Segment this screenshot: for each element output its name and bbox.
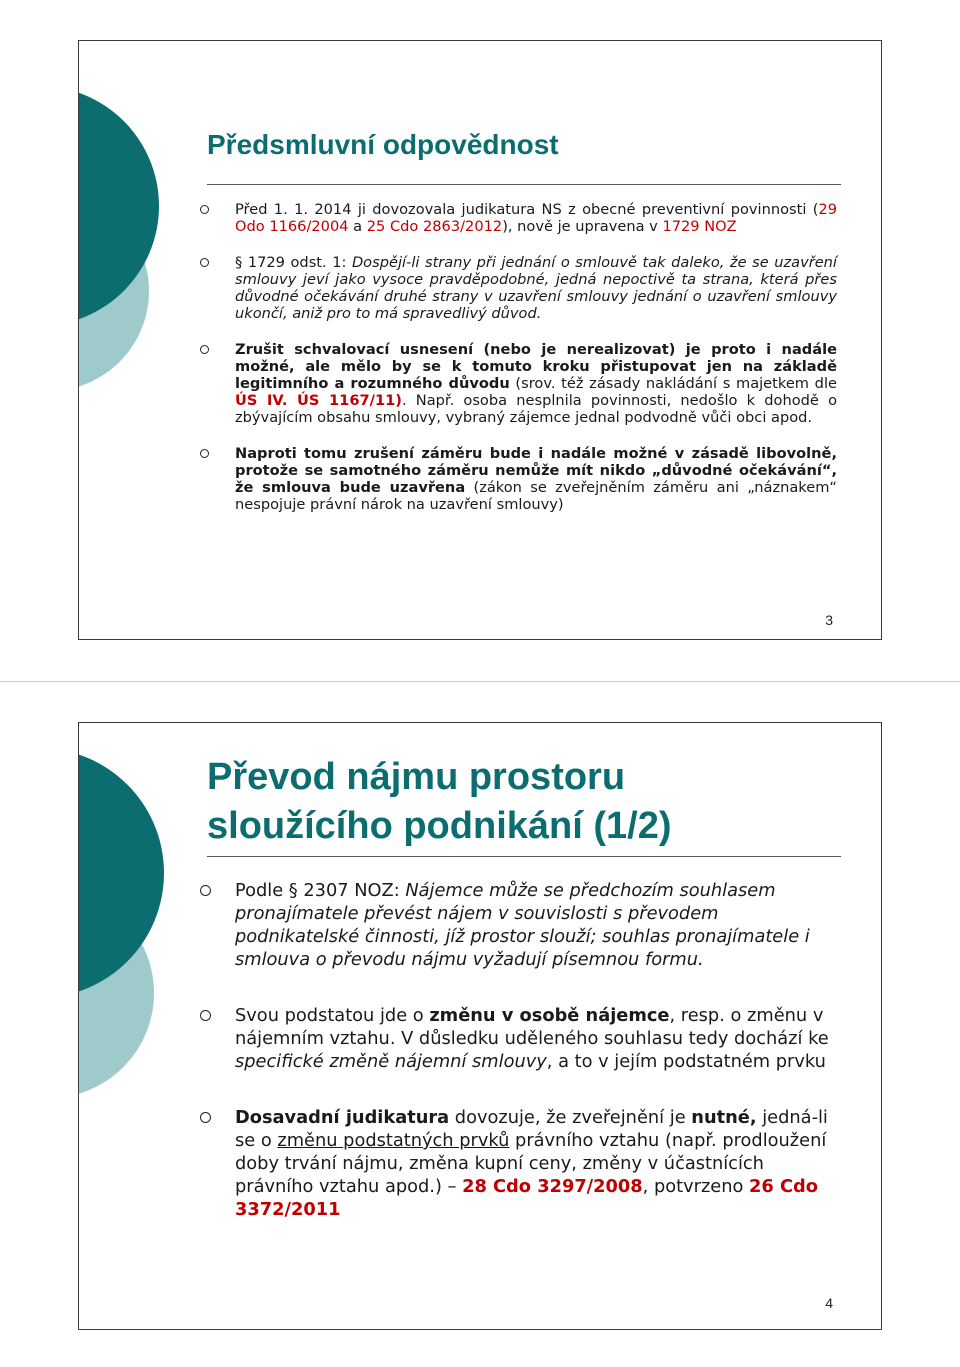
list-item xyxy=(193,879,835,971)
list-item xyxy=(193,1004,835,1073)
text: Svou podstatou jde o xyxy=(235,1005,430,1026)
slide-title: Převod nájmu prostoru sloužícího podnikání (1/2) xyxy=(207,756,672,847)
case-ref: 26 Cdo 3372/2011 xyxy=(235,1176,818,1220)
deco-circle-dark xyxy=(78,86,159,326)
title-rule xyxy=(207,856,841,857)
deco-circle-dark xyxy=(78,748,164,998)
text: . Např. osoba nesplnila povinnosti, nedošlo k dohodě o zbývajícím obsahu smlouvy, vybraný zájemce jednal podvodně vůči obci apod. xyxy=(235,392,838,426)
bullet-icon xyxy=(200,205,209,214)
text: ), nově je upravena v xyxy=(502,218,663,235)
bullet-list xyxy=(193,201,837,532)
bullet-icon xyxy=(200,885,211,896)
case-ref: 28 Cdo 3297/2008 xyxy=(462,1176,643,1197)
bold-text: Dosavadní judikatura xyxy=(235,1107,450,1128)
case-ref: 29 Odo 1166/2004 xyxy=(235,201,837,235)
bold-text: změnu v osobě nájemce xyxy=(429,1005,670,1026)
bold-text: Naproti tomu zrušení záměru bude i nadále možné v zásadě libovolně, protože se samotného záměru nemůže mít nikdo „důvodné očekávání“, že smlouva bude uzavřena xyxy=(235,445,837,496)
underlined-text: změnu podstatných prvků xyxy=(277,1130,510,1151)
law-ref: 1729 NOZ xyxy=(662,218,737,235)
case-ref: ÚS IV. ÚS 1167/11) xyxy=(235,392,402,409)
text: , a to v jejím podstatném prvku xyxy=(546,1051,826,1072)
text: § 1729 odst. 1: xyxy=(235,254,352,271)
text: a xyxy=(348,218,367,235)
text: , potvrzeno xyxy=(642,1176,750,1197)
bullet-icon xyxy=(200,1112,211,1123)
text: , resp. o změnu v nájemním vztahu. V důsledku uděleného souhlasu tedy dochází ke xyxy=(235,1005,829,1049)
deco-circle-light xyxy=(78,888,154,1098)
bullet-icon xyxy=(200,258,209,267)
text: (srov. též zásady nakládání s majetkem dle xyxy=(509,375,837,392)
text: Před 1. 1. 2014 ji dovozovala judikatura NS z obecné preventivní povinnosti ( xyxy=(235,201,819,218)
bullet-list xyxy=(193,879,835,1254)
bullet-icon xyxy=(200,345,209,354)
slide-3 xyxy=(78,40,882,640)
page-number: 3 xyxy=(825,612,833,628)
bold-text: Zrušit schvalovací usnesení (nebo je nerealizovat) je proto i nadále možné, ale mělo by se k tomuto kroku přistupovat jen na základě legitimního a rozumného důvodu xyxy=(235,341,837,392)
list-item xyxy=(193,201,837,235)
page-number: 4 xyxy=(825,1295,833,1311)
text: právního vztahu (např. prodloužení doby trvání nájmu, změna kupní ceny, změny v účastnících právního vztahu apod.) – xyxy=(235,1130,827,1197)
bold-text: nutné, xyxy=(691,1107,757,1128)
bullet-icon xyxy=(200,1010,211,1021)
case-ref: 25 Cdo 2863/2012 xyxy=(366,218,503,235)
list-item xyxy=(193,445,837,513)
deco-circle-light xyxy=(78,191,149,391)
text: jedná-li se o xyxy=(235,1107,828,1151)
slide-title: Předsmluvní odpovědnost xyxy=(207,129,559,160)
text: dovozuje, že zveřejnění je xyxy=(449,1107,692,1128)
list-item xyxy=(193,1106,835,1221)
bullet-icon xyxy=(200,449,209,458)
italic-text: specifické změně nájemní smlouvy xyxy=(235,1051,547,1072)
page-divider xyxy=(0,681,960,682)
slide-4 xyxy=(78,722,882,1330)
text: (zákon se zveřejněním záměru ani „náznakem“ nespojuje právní nárok na uzavření smlouvy) xyxy=(235,479,837,513)
text: Podle § 2307 NOZ: xyxy=(235,880,406,901)
list-item xyxy=(193,341,837,426)
title-rule xyxy=(207,184,841,185)
list-item xyxy=(193,254,837,322)
quote-text: Nájemce může se předchozím souhlasem pronajímatele převést nájem v souvislosti s převodem podnikatelské činnosti, jíž prostor slouží; souhlas pronajímatele i smlouva o převodu nájmu vyžadují písemnou formu. xyxy=(235,880,810,970)
quote-text: Dospějí-li strany při jednání o smlouvě tak daleko, že se uzavření smlouvy jeví jako vysoce pravděpodobné, jedná nepoctivě ta strana, která přes důvodné očekávání druhé strany v uzavření smlouvy jednání o uzavření smlouvy ukončí, aniž pro to má spravedlivý důvod. xyxy=(235,254,837,322)
